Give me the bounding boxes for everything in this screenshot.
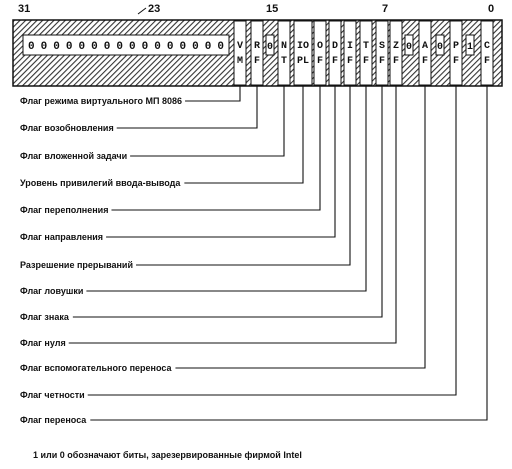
register-field-r0b <box>405 35 413 55</box>
field-top-if: I <box>346 41 354 52</box>
leader-line-vm <box>185 86 240 101</box>
flag-label-tf: Флаг ловушки <box>20 286 84 296</box>
register-field-af <box>419 21 431 85</box>
reserved-bits-note: 1 или 0 обозначают биты, зарезервированные фирмой Intel <box>33 450 302 460</box>
reserved-bits-zeros: 0000000000000000 <box>28 41 224 53</box>
field-bottom-vm: M <box>236 56 244 67</box>
flag-label-rf: Флаг возобновления <box>20 123 114 133</box>
flag-label-sf: Флаг знака <box>20 312 69 322</box>
field-box-tf <box>360 21 372 85</box>
flag-labels <box>20 96 182 425</box>
register-field-sf <box>376 21 388 85</box>
register-field-iopl <box>294 21 312 85</box>
register-field-pf <box>450 21 462 85</box>
field-bottom-sf: F <box>378 56 386 67</box>
field-top-zf: Z <box>392 41 400 52</box>
register-field-if <box>344 21 356 85</box>
register-field-r0c <box>436 35 444 55</box>
register-field-vm <box>234 21 246 85</box>
register-field-r1 <box>466 35 474 55</box>
flag-label-zf: Флаг нуля <box>20 338 66 348</box>
field-box-sf <box>376 21 388 85</box>
register-field-nt <box>278 21 290 85</box>
field-top-cf: C <box>483 41 491 52</box>
field-bottom-iopl: PL <box>296 56 310 67</box>
flag-label-vm: Флаг режима виртуального МП 8086 <box>20 96 183 106</box>
leader-line-if <box>136 86 350 265</box>
field-bottom-nt: T <box>280 56 288 67</box>
field-top-tf: T <box>362 41 370 52</box>
field-top-r0c: 0 <box>436 42 444 53</box>
bit-7-number: 7 <box>382 3 389 15</box>
field-bottom-rf: F <box>253 56 261 67</box>
field-box-pf <box>450 21 462 85</box>
field-bottom-tf: F <box>362 56 370 67</box>
flag-label-of: Флаг переполнения <box>20 205 109 215</box>
bit-23-tick <box>138 8 146 14</box>
field-top-iopl: IO <box>296 41 310 52</box>
field-box-cf <box>481 21 493 85</box>
register-field-cf <box>481 21 493 85</box>
field-top-af: A <box>421 41 429 52</box>
register-field-r0a <box>266 35 274 55</box>
field-top-of: O <box>316 41 324 52</box>
bit-23-number: 23 <box>148 3 161 15</box>
flag-label-af: Флаг вспомогательного переноса <box>20 363 172 373</box>
field-box-rf <box>251 21 263 85</box>
field-box-af <box>419 21 431 85</box>
leader-line-pf <box>88 86 456 395</box>
flag-label-iopl: Уровень привилегий ввода-вывода <box>20 178 181 188</box>
bit-0-number: 0 <box>488 3 495 15</box>
field-top-r1: 1 <box>466 42 474 53</box>
field-bottom-if: F <box>346 56 354 67</box>
flag-label-pf: Флаг четности <box>20 390 85 400</box>
field-box-zf <box>390 21 402 85</box>
field-box-if <box>344 21 356 85</box>
field-top-r0b: 0 <box>405 42 413 53</box>
field-top-pf: P <box>452 41 460 52</box>
register-field-tf <box>360 21 372 85</box>
field-top-sf: S <box>378 41 386 52</box>
field-top-df: D <box>331 41 339 52</box>
flag-label-if: Разрешение прерываний <box>20 260 134 270</box>
field-box-of <box>314 21 326 85</box>
field-top-vm: V <box>236 41 244 52</box>
field-bottom-of: F <box>316 56 324 67</box>
register-field-of <box>314 21 326 85</box>
field-top-rf: R <box>253 41 261 52</box>
field-bottom-df: F <box>331 56 339 67</box>
field-top-r0a: 0 <box>266 42 274 53</box>
register-field-df <box>329 21 341 85</box>
field-box-nt <box>278 21 290 85</box>
field-box-vm <box>234 21 246 85</box>
field-bottom-pf: F <box>452 56 460 67</box>
bit-31-number: 31 <box>18 3 31 15</box>
flag-label-cf: Флаг переноса <box>20 415 87 425</box>
field-bottom-af: F <box>421 56 429 67</box>
leader-line-rf <box>117 86 257 128</box>
flag-label-df: Флаг направления <box>20 232 104 242</box>
leader-line-zf <box>69 86 396 343</box>
flag-label-nt: Флаг вложенной задачи <box>20 151 128 161</box>
field-box-iopl <box>294 21 312 85</box>
bit-15-number: 15 <box>266 3 279 15</box>
leader-line-df <box>106 86 335 237</box>
field-bottom-cf: F <box>483 56 491 67</box>
register-field-zf <box>390 21 402 85</box>
leader-line-sf <box>73 86 382 317</box>
field-bottom-zf: F <box>392 56 400 67</box>
field-box-df <box>329 21 341 85</box>
register-field-rf <box>251 21 263 85</box>
field-top-nt: N <box>280 41 288 52</box>
